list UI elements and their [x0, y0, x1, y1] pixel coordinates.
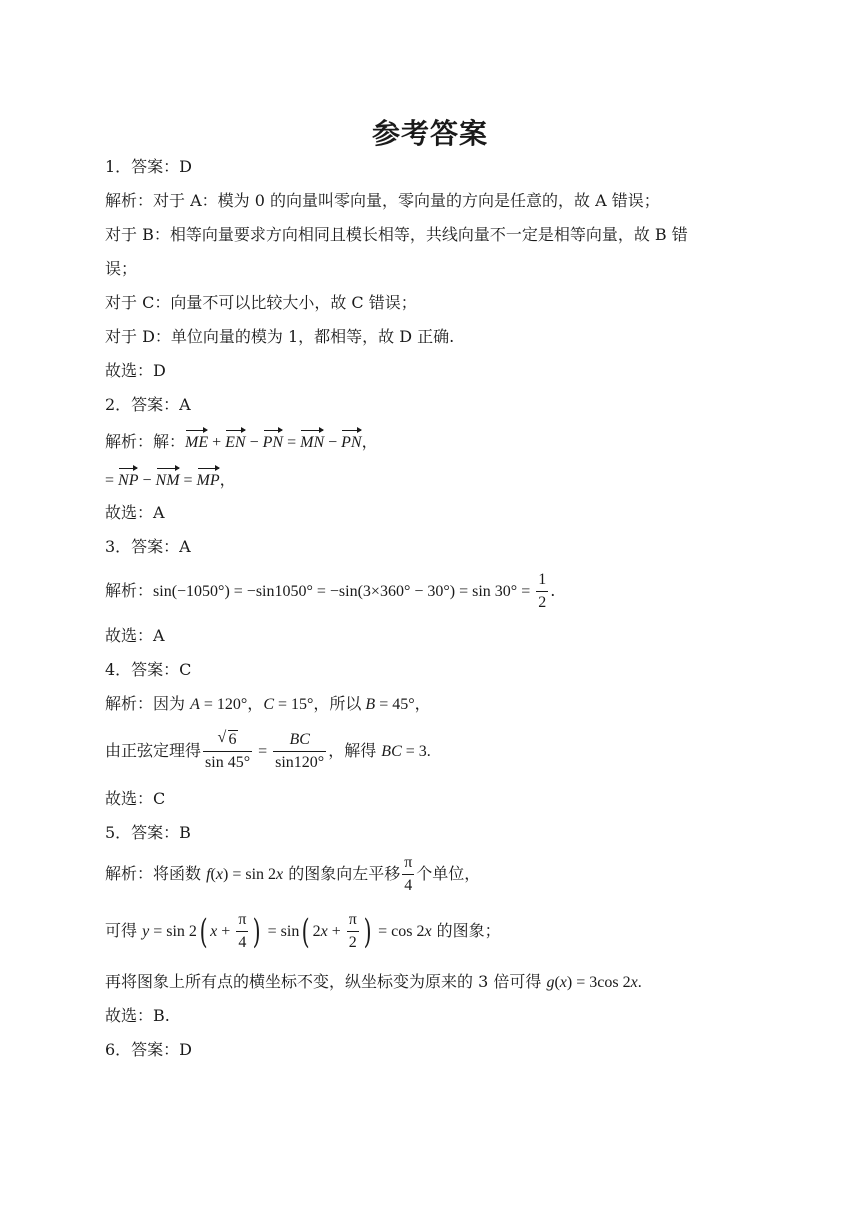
q6-answer: 6．答案：D [105, 1040, 193, 1059]
text: 由正弦定理得 [105, 741, 202, 760]
var-x: x [559, 974, 567, 991]
text: = cos 2 [374, 923, 425, 940]
q5-scale [105, 972, 642, 993]
q2-answer: 2．答案：A [105, 395, 191, 414]
q2-lead: 解析：解： [105, 432, 186, 451]
comma: ， [361, 432, 378, 451]
q1-explanation-b1: 对于 B：相等向量要求方向相同且模长相等，共线向量不一定是相等向量，故 B 错 [105, 225, 688, 244]
text: 的图象向左平移 [283, 864, 401, 883]
comma: ， [219, 470, 236, 489]
op: + [208, 434, 226, 451]
fraction-bc-sin120 [273, 729, 326, 774]
q5-shift [105, 851, 480, 898]
q4-law-of-sines [105, 726, 431, 777]
q4-answer: 4．答案：C [105, 660, 192, 679]
var-x: x [630, 974, 638, 991]
text: ，解得 [328, 741, 382, 760]
op: = [179, 472, 197, 489]
func-f: f [206, 866, 211, 883]
numerator [203, 729, 252, 751]
op: = [283, 434, 301, 451]
text: = 45°， [375, 696, 431, 713]
op: − [245, 434, 263, 451]
right-paren: ) [253, 911, 262, 952]
q1-answer: 1．答案：D [105, 157, 193, 176]
text: 2 [312, 923, 321, 940]
fraction-sqrt6-sin45 [203, 729, 252, 774]
numerator: π [238, 911, 247, 928]
op: + [217, 923, 235, 940]
text: ) = sin 2 [222, 866, 277, 883]
q1-explanation-b2: 误； [105, 259, 138, 278]
vector-pn-2: PN [341, 430, 361, 453]
var-x: x [320, 923, 328, 940]
q4-choice: 故选：C [105, 789, 166, 808]
fraction-one-half [536, 569, 548, 614]
q2-formula-line1 [105, 430, 378, 453]
vector-np: NP [118, 468, 138, 491]
right-paren: ) [363, 911, 372, 952]
period: . [550, 581, 556, 600]
op: − [324, 434, 342, 451]
vector-pn: PN [263, 430, 283, 453]
q1-explanation-d: 对于 D：单位向量的模为 1，都相等，故 D 正确. [105, 327, 455, 346]
text: 解析：将函数 [105, 864, 207, 883]
q3-choice: 故选：A [105, 626, 165, 645]
vector-nm: NM [156, 468, 180, 491]
text: ( [554, 974, 560, 991]
text: ( [210, 866, 216, 883]
var-y: y [142, 923, 150, 940]
func-g: g [546, 974, 555, 991]
text: . [637, 974, 642, 991]
q1-explanation-c: 对于 C：向量不可以比较大小，故 C 错误； [105, 293, 417, 312]
vector-me: ME [185, 430, 208, 453]
numerator: π [348, 911, 357, 928]
sqrt [218, 729, 238, 751]
op: + [327, 923, 345, 940]
q3-lead: 解析： [105, 581, 154, 600]
denominator: 4 [236, 931, 248, 954]
q3-formula [105, 568, 555, 615]
text: = 15°，所以 [273, 696, 366, 713]
fraction-pi-2 [347, 909, 359, 954]
q4-given [105, 694, 431, 715]
angle-a: A [190, 696, 200, 713]
page-title: 参考答案 [371, 117, 488, 150]
denominator: sin 45° [203, 751, 252, 774]
text: 解析：因为 [105, 694, 191, 713]
fraction-pi-4 [236, 909, 248, 954]
side-bc: BC [381, 743, 402, 760]
fraction-pi-4 [402, 852, 414, 897]
numerator: π [404, 854, 413, 871]
denominator: 2 [347, 931, 359, 954]
var-x: x [276, 866, 284, 883]
q1-explanation-a: 解析：对于 A：模为 0 的向量叫零向量，零向量的方向是任意的，故 A 错误； [105, 191, 660, 210]
vector-en: EN [225, 430, 245, 453]
var-x: x [210, 923, 218, 940]
q5-transform [105, 908, 501, 955]
text: 再将图象上所有点的横坐标不变，纵坐标变为原来的 3 倍可得 [105, 972, 547, 991]
numerator: BC [289, 731, 310, 748]
q2-formula-line2 [105, 468, 236, 491]
op: − [138, 472, 156, 489]
radical-icon: √ [217, 729, 227, 746]
text: 的图象； [431, 921, 501, 940]
text: = 120°， [199, 696, 264, 713]
q1-choice: 故选：D [105, 361, 166, 380]
text: 可得 [105, 921, 143, 940]
q2-choice: 故选：A [105, 503, 165, 522]
q3-expression: sin(−1050°) = −sin1050° = −sin(3×360° − 30°) = sin 30° = [153, 583, 535, 600]
denominator: 2 [536, 591, 548, 614]
denominator: 4 [402, 874, 414, 897]
text: 个单位， [416, 864, 481, 883]
text: = sin [263, 923, 300, 940]
angle-c: C [263, 696, 274, 713]
radicand: 6 [228, 731, 237, 748]
op: = [105, 472, 119, 489]
equals: = [254, 743, 272, 760]
text: = sin 2 [149, 923, 197, 940]
left-paren: ( [199, 911, 208, 952]
left-paren: ( [302, 911, 310, 952]
vector-mp: MP [197, 468, 220, 491]
q5-answer: 5．答案：B [105, 823, 191, 842]
numerator: 1 [538, 571, 547, 588]
angle-b: B [365, 696, 376, 713]
vector-mn: MN [300, 430, 324, 453]
q3-answer: 3．答案：A [105, 537, 191, 556]
text: = 3. [401, 743, 431, 760]
var-x: x [424, 923, 432, 940]
denominator: sin120° [273, 751, 326, 774]
text: ) = 3cos 2 [566, 974, 631, 991]
q5-choice: 故选：B. [105, 1006, 170, 1025]
var-x: x [215, 866, 223, 883]
